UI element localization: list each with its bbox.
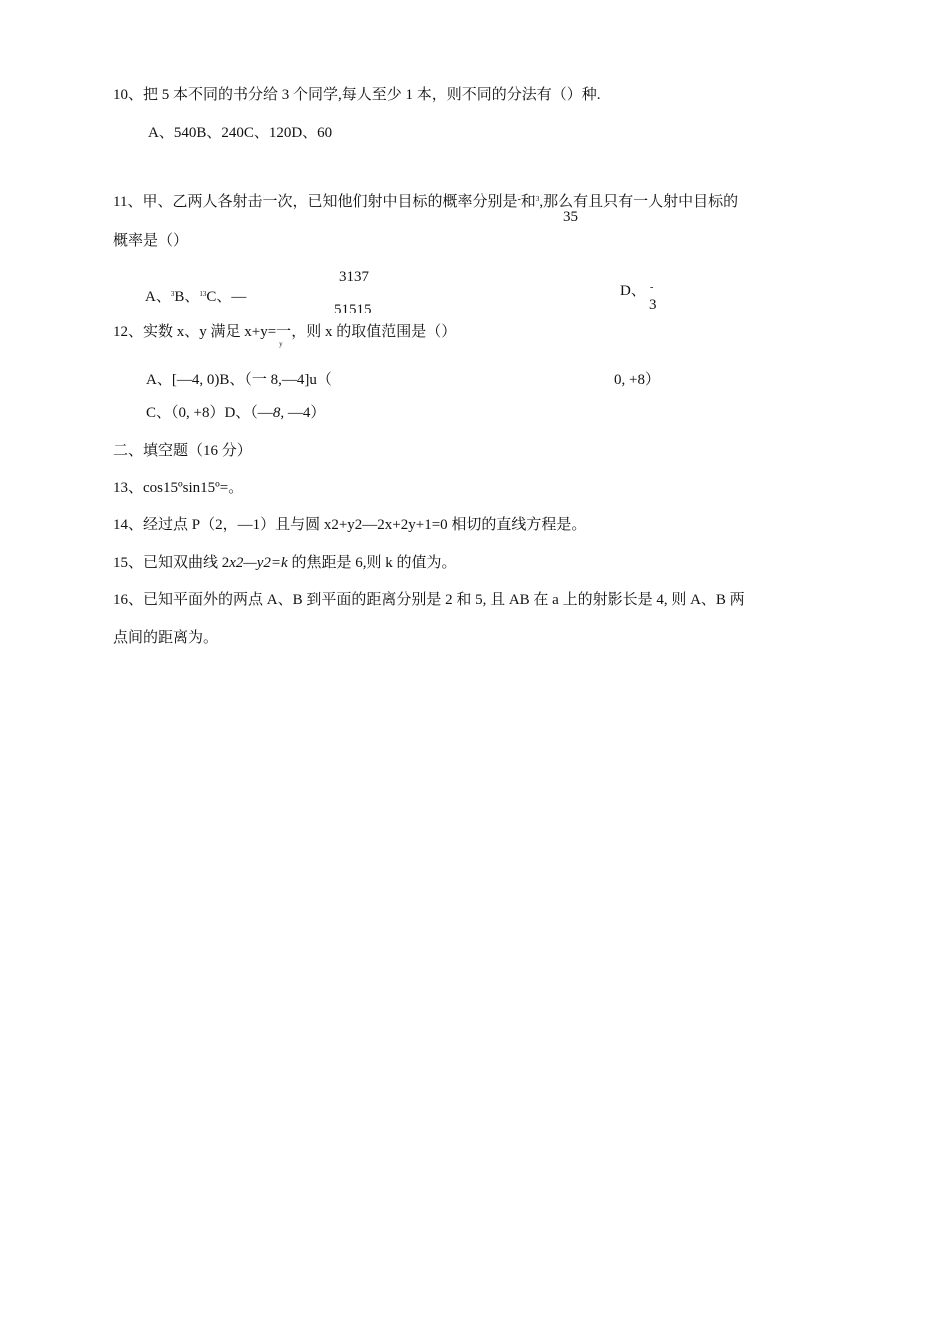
q11-stem-c: ,那么有且只有一人射中目标的 [539,194,739,210]
q12-stem-a: 12、实数 x、y 满足 x+y= [113,324,277,340]
q12-stem [113,324,457,348]
q11-fraction1-numerator: - [517,194,521,205]
q12-option-cd-part3: —4） [284,405,326,421]
q16-line1: 16、已知平面外的两点 A、B 到平面的距离分别是 2 和 5, 且 AB 在 a 上的射影长是 4, 则 A、B 两 [113,592,745,608]
q11-option-d-label: D、 [620,283,646,299]
q11-fraction2-numerator: 3 [535,195,540,203]
q12-options-ab: A、[—4, 0)B、（一 8,—4]u（ [146,372,332,388]
q12-fraction-denominator: y [279,340,283,348]
q12-option-cd-part2: 8, [272,405,285,421]
q11-option-a-superscript: 3 [170,290,175,298]
q12-fraction-numerator: 一 [276,324,292,340]
q12-option-cd-part1: C、（0, +8）D、（— [146,405,273,421]
q10-options: A、540B、240C、120D、60 [148,125,333,141]
q11-option-c-label: C、— [206,289,247,305]
q16-line2: 点间的距离为。 [113,630,219,646]
q11-option-d-denominator: 3 [649,297,657,313]
q14-text: 14、经过点 P（2，—1）且与圆 x2+y2—2x+2y+1=0 相切的直线方程是。 [113,517,587,533]
section2-heading: 二、填空题（16 分） [113,443,252,459]
q12-options-ab-tail: 0, +8） [614,372,660,388]
q10-stem: 10、把 5 本不同的书分给 3 个同学,每人至少 1 本，则不同的分法有（）种. [113,87,601,103]
q15-part3: 的焦距是 6,则 k 的值为。 [287,555,457,571]
q11-option-d-numerator: - [650,282,654,293]
q11-option-a-label: A、 [145,289,171,305]
q12-stem-b: ，则 x 的取值范围是（） [291,324,457,340]
q11-stem-b: 和 [520,194,536,210]
q11-option-b-label: B、 [174,289,200,305]
q11-stem-line2: 概率是（） [113,233,189,249]
q11-options-denominators: 51515 [334,303,372,313]
q11-stem-a: 11、甲、乙两人各射击一次，已知他们射中目标的概率分别是 [113,194,518,210]
q11-option-b-superscript: 13 [199,290,207,298]
q12-options-cd [146,406,325,421]
q11-options-numerators: 3137 [339,269,369,285]
q15-part1: 15、已知双曲线 2 [113,555,230,571]
q15-equation: x2—y2=k [229,555,288,571]
q13-text: 13、cos15ºsin15º=。 [113,480,244,496]
q11-options-abc [145,290,246,305]
q12-fraction [276,324,292,348]
q11-stem-line1 [113,195,738,210]
q15-text [113,556,456,571]
q11-fraction-denominators: 35 [563,209,578,225]
